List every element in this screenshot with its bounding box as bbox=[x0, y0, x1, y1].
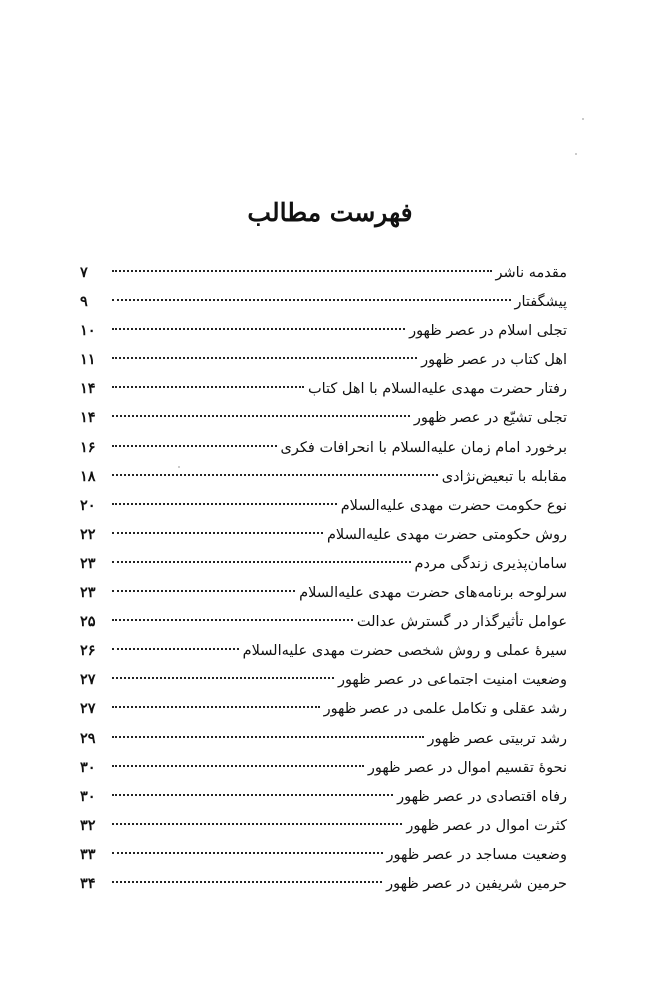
dot-leader bbox=[112, 823, 402, 825]
toc-entry-page-number: ۲۹ bbox=[80, 729, 96, 747]
toc-entry bbox=[80, 403, 567, 432]
toc-entry bbox=[80, 374, 567, 403]
dot-leader bbox=[112, 474, 438, 476]
toc-entry bbox=[80, 753, 567, 782]
toc-entry-page-number: ۱۰ bbox=[80, 322, 96, 340]
toc-entry-page-number: ۲۷ bbox=[80, 700, 96, 718]
toc-entry bbox=[80, 578, 567, 607]
toc-entry-page-number: ۲۲ bbox=[80, 525, 96, 543]
toc-entry bbox=[80, 345, 567, 374]
toc-entry bbox=[80, 636, 567, 665]
dot-leader bbox=[112, 706, 320, 708]
toc-entry-title: وضعیت مساجد در عصر ظهور bbox=[386, 846, 567, 863]
toc-entry bbox=[80, 491, 567, 520]
dot-leader bbox=[112, 736, 424, 738]
toc-entry bbox=[80, 811, 567, 840]
toc-entry-title: سیرهٔ عملی و روش شخصی حضرت مهدی علیه‌السلام bbox=[242, 643, 567, 660]
page-title: فهرست مطالب bbox=[247, 198, 413, 227]
dot-leader bbox=[112, 532, 323, 534]
toc-entry-page-number: ۱۱ bbox=[80, 351, 96, 369]
table-of-contents bbox=[80, 258, 567, 898]
toc-entry-title: مقابله با تبعیض‌نژادی bbox=[441, 468, 567, 485]
toc-entry-title: وضعیت امنیت اجتماعی در عصر ظهور bbox=[337, 672, 567, 689]
dot-leader bbox=[112, 677, 334, 679]
toc-entry bbox=[80, 840, 567, 869]
toc-entry-title: سرلوحه برنامه‌های حضرت مهدی علیه‌السلام bbox=[299, 585, 567, 602]
dot-leader bbox=[112, 765, 364, 767]
toc-entry-title: نحوهٔ تقسیم اموال در عصر ظهور bbox=[367, 759, 567, 776]
toc-entry bbox=[80, 287, 567, 316]
toc-entry-page-number: ۳۴ bbox=[80, 874, 96, 892]
dot-leader bbox=[112, 619, 353, 621]
dot-leader bbox=[112, 648, 239, 650]
toc-entry bbox=[80, 433, 567, 462]
toc-entry-title: برخورد امام زمان علیه‌السلام با انحرافات فکری bbox=[280, 439, 567, 456]
dot-leader bbox=[112, 503, 337, 505]
toc-entry-page-number: ۲۵ bbox=[80, 613, 96, 631]
toc-entry-title: رفتار حضرت مهدی علیه‌السلام با اهل کتاب bbox=[307, 381, 567, 398]
dot-leader bbox=[112, 357, 417, 359]
toc-entry-page-number: ۳۰ bbox=[80, 787, 96, 805]
toc-entry bbox=[80, 520, 567, 549]
toc-entry-title: اهل کتاب در عصر ظهور bbox=[421, 352, 567, 369]
toc-entry-title: حرمین شریفین در عصر ظهور bbox=[386, 875, 567, 892]
dot-leader bbox=[112, 852, 383, 854]
dot-leader bbox=[112, 881, 382, 883]
toc-entry-title: تجلی تشیّع در عصر ظهور bbox=[413, 410, 567, 427]
dot-leader bbox=[112, 561, 411, 563]
toc-entry-page-number: ۱۸ bbox=[80, 467, 96, 485]
toc-entry-title: عوامل تأثیرگذار در گسترش عدالت bbox=[356, 614, 567, 631]
toc-entry-title: تجلی اسلام در عصر ظهور bbox=[409, 323, 567, 340]
dot-leader bbox=[112, 386, 304, 388]
dot-leader bbox=[112, 415, 410, 417]
toc-entry-title: نوع حکومت حضرت مهدی علیه‌السلام bbox=[340, 497, 567, 514]
paper-speck bbox=[575, 153, 577, 155]
toc-entry-page-number: ۲۷ bbox=[80, 671, 96, 689]
toc-entry bbox=[80, 258, 567, 287]
toc-entry-page-number: ۱۶ bbox=[80, 438, 96, 456]
toc-entry bbox=[80, 462, 567, 491]
toc-entry bbox=[80, 316, 567, 345]
dot-leader bbox=[112, 270, 492, 272]
toc-entry-page-number: ۲۳ bbox=[80, 554, 96, 572]
toc-entry bbox=[80, 694, 567, 723]
toc-entry-title: روش حکومتی حضرت مهدی علیه‌السلام bbox=[326, 526, 567, 543]
toc-entry-title: سامان‌پذیری زندگی مردم bbox=[414, 555, 567, 572]
toc-entry-page-number: ۲۶ bbox=[80, 642, 96, 660]
toc-entry bbox=[80, 665, 567, 694]
paper-speck bbox=[582, 118, 584, 120]
toc-entry-title: رفاه اقتصادی در عصر ظهور bbox=[397, 788, 567, 805]
toc-entry-page-number: ۲۳ bbox=[80, 584, 96, 602]
toc-entry-title: کثرت اموال در عصر ظهور bbox=[406, 817, 567, 834]
toc-entry bbox=[80, 869, 567, 898]
toc-entry-page-number: ۲۰ bbox=[80, 496, 96, 514]
toc-entry-page-number: ۷ bbox=[80, 264, 88, 281]
toc-entry-title: رشد تربیتی عصر ظهور bbox=[427, 730, 567, 747]
toc-entry-page-number: ۱۴ bbox=[80, 380, 96, 398]
toc-entry-page-number: ۳۳ bbox=[80, 845, 96, 863]
toc-entry bbox=[80, 724, 567, 753]
toc-entry bbox=[80, 549, 567, 578]
dot-leader bbox=[112, 590, 295, 592]
toc-entry-page-number: ۳۰ bbox=[80, 758, 96, 776]
toc-entry-page-number: ۳۲ bbox=[80, 816, 96, 834]
dot-leader bbox=[112, 445, 277, 447]
dot-leader bbox=[112, 794, 393, 796]
toc-entry bbox=[80, 782, 567, 811]
toc-entry-page-number: ۹ bbox=[80, 293, 88, 311]
dot-leader bbox=[112, 328, 405, 330]
dot-leader bbox=[112, 299, 511, 301]
toc-entry-title: پیشگفتار bbox=[514, 294, 567, 311]
toc-entry-title: مقدمه ناشر bbox=[495, 265, 567, 281]
toc-entry-title: رشد عقلی و تکامل علمی در عصر ظهور bbox=[323, 701, 567, 718]
toc-entry bbox=[80, 607, 567, 636]
toc-entry-page-number: ۱۴ bbox=[80, 409, 96, 427]
